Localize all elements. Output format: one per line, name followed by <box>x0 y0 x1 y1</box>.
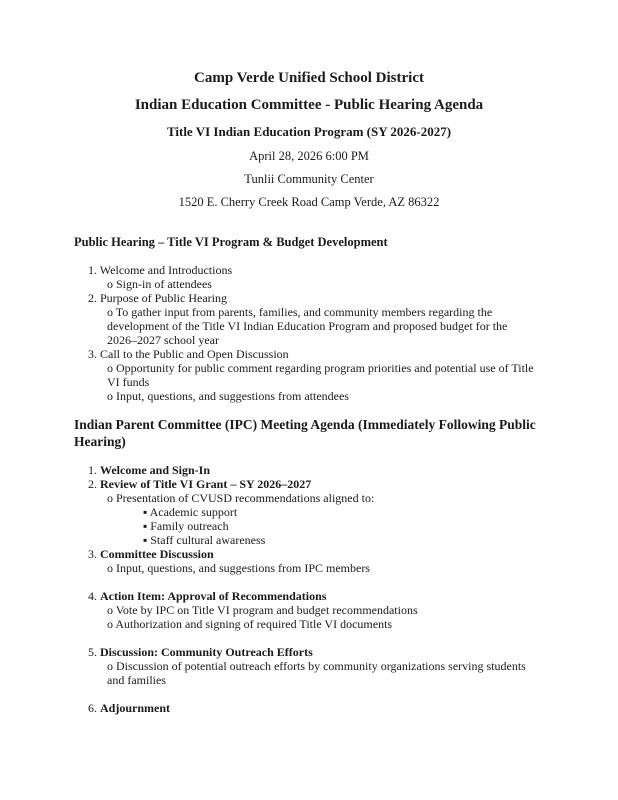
ph-item-3: 3. Call to the Public and Open Discussion <box>88 347 289 361</box>
ipc-item-3: 3. Committee Discussion <box>88 547 214 561</box>
meeting-location: Tunlii Community Center <box>244 172 374 186</box>
ph-item-1-sub: o Sign-in of attendees <box>107 277 212 291</box>
ph-item-3-sub: o Input, questions, and suggestions from attendees <box>107 389 349 403</box>
ph-item-2-sub: o To gather input from parents, families, and community members regarding the <box>107 305 493 319</box>
ipc-bullet: ▪ Academic support <box>143 505 238 519</box>
ipc-item-5-sub: o Discussion of potential outreach efforts by community organizations serving students <box>107 659 526 673</box>
program-title: Title VI Indian Education Program (SY 2026-2027) <box>166 124 452 139</box>
ipc-item-6: 6. Adjournment <box>88 701 171 715</box>
ipc-bullet: ▪ Family outreach <box>143 519 229 533</box>
ipc-bullet: ▪ Staff cultural awareness <box>143 533 266 547</box>
ipc-item-4-sub: o Vote by IPC on Title VI program and budget recommendations <box>107 603 418 617</box>
ipc-heading: Indian Parent Committee (IPC) Meeting Agenda (Immediately Following Public Hearing) <box>74 417 536 449</box>
ph-item-3-sub-cont: VI funds <box>107 375 150 389</box>
meeting-datetime: April 28, 2026 6:00 PM <box>249 149 369 163</box>
ph-item-2-sub-cont: 2026–2027 school year <box>107 333 219 347</box>
ipc-item-3-sub: o Input, questions, and suggestions from IPC members <box>107 561 370 575</box>
ipc-item-5-sub-cont: and families <box>107 673 166 687</box>
document-title: Indian Education Committee - Public Hearing Agenda <box>134 97 484 113</box>
ph-item-1: 1. Welcome and Introductions <box>88 263 233 277</box>
ipc-item-4: 4. Action Item: Approval of Recommendations <box>88 589 327 603</box>
ipc-item-1: 1. Welcome and Sign-In <box>88 463 211 477</box>
ipc-item-5: 5. Discussion: Community Outreach Efforts <box>88 645 313 659</box>
ipc-item-4-sub: o Authorization and signing of required Title VI documents <box>107 617 393 631</box>
public-hearing-heading: Public Hearing – Title VI Program & Budget Development <box>74 235 388 249</box>
ph-item-2: 2. Purpose of Public Hearing <box>88 291 227 305</box>
district-name: Camp Verde Unified School District <box>194 70 424 86</box>
ph-item-2-sub-cont: development of the Title VI Indian Education Program and proposed budget for the <box>107 319 508 333</box>
meeting-address: 1520 E. Cherry Creek Road Camp Verde, AZ 86322 <box>178 195 440 209</box>
ipc-item-2-sub: o Presentation of CVUSD recommendations aligned to: <box>107 491 375 505</box>
ph-item-3-sub: o Opportunity for public comment regarding program priorities and potential use of Title <box>107 361 534 375</box>
ipc-item-2: 2. Review of Title VI Grant – SY 2026–2027 <box>88 477 312 491</box>
